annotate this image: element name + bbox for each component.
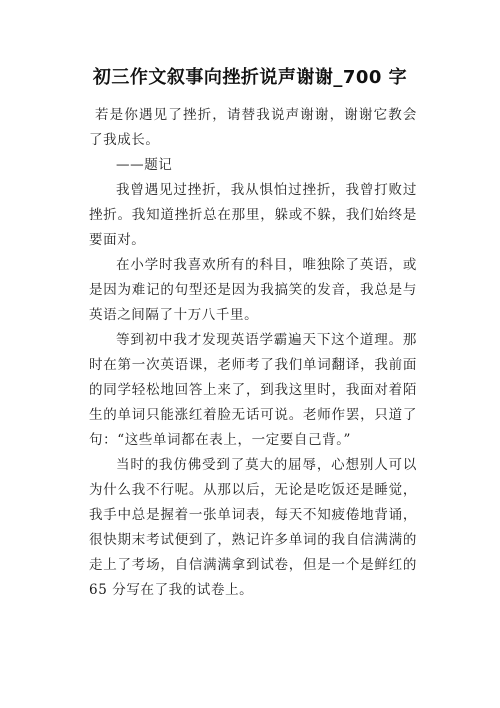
paragraph-epigraph: 若是你遇见了挫折，请替我说声谢谢，谢谢它教会了我成长。 (89, 107, 417, 148)
paragraph: 在小学时我喜欢所有的科目，唯独除了英语，或是因为难记的句型还是因为我搞笑的发音，我总是与英语之间隔了十万八千里。 (89, 257, 417, 323)
paragraph: 当时的我仿佛受到了莫大的屈辱，心想别人可以为什么我不行呢。从那以后，无论是吃饭还是睡觉，我手中总是握着一张单词表，每天不知疲倦地背诵，很快期末考试便到了，熟记许多单词的我自信满满的走上了考场，自信满满拿到试卷，但是一个是鲜红的 65 分写在了我的试卷上。 (89, 457, 417, 598)
article-body (89, 103, 417, 603)
paragraph: 我曾遇见过挫折，我从惧怕过挫折，我曾打败过挫折。我知道挫折总在那里，躲或不躲，我们始终是要面对。 (89, 182, 417, 248)
page-title: 初三作文叙事向挫折说声谢谢_700 字 (92, 67, 408, 88)
paragraph-epigraph-signature: ——题记 (116, 157, 173, 173)
paragraph: 等到初中我才发现英语学霸遍天下这个道理。那时在第一次英语课，老师考了我们单词翻译，我前面的同学轻松地回答上来了，到我这里时，我面对着陌生的单词只能涨红着脸无话可说。老师作罢，只道了句：“这些单词都在表上，一定要自己背。” (89, 332, 417, 448)
